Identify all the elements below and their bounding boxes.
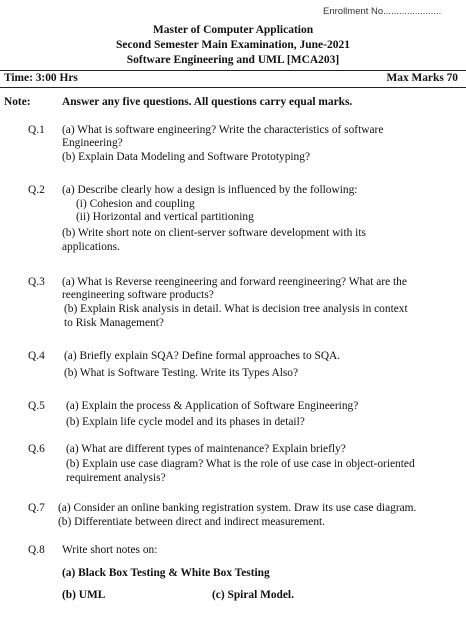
question-line: (a) What is software engineering? Write the characteristics of software xyxy=(62,124,384,136)
course-title: Software Engineering and UML [MCA203] xyxy=(126,54,340,66)
question-line: (b) Explain life cycle model and its phases in detail? xyxy=(66,416,305,428)
question-line: (b) Explain Data Modeling and Software Prototyping? xyxy=(62,151,311,163)
enrollment-number-field: Enrollment No...................... xyxy=(323,6,442,17)
note-label: Note: xyxy=(4,96,31,108)
exam-title: Second Semester Main Examination, June-2021 xyxy=(116,39,350,51)
question-number: Q.2 xyxy=(28,184,45,196)
question-line: Engineering? xyxy=(62,137,123,149)
question-line: (b) Differentiate between direct and indirect measurement. xyxy=(58,516,326,528)
note-text: Answer any five questions. All questions carry equal marks. xyxy=(62,96,353,108)
question-line: requirement analysis? xyxy=(66,472,166,484)
question-number: Q.4 xyxy=(28,350,45,362)
time-allowed: Time: 3:00 Hrs xyxy=(4,72,78,84)
question-number: Q.8 xyxy=(28,544,45,556)
short-note-item: (b) UML xyxy=(62,589,106,601)
question-line: (i) Cohesion and coupling xyxy=(76,198,195,210)
question-number: Q.6 xyxy=(28,443,45,455)
question-number: Q.7 xyxy=(28,502,45,514)
question-line: (b) Explain Risk analysis in detail. What is decision tree analysis in context xyxy=(64,303,408,315)
question-line: (a) What are different types of maintenance? Explain briefly? xyxy=(66,443,346,455)
question-line: (ii) Horizontal and vertical partitioning xyxy=(76,211,254,223)
question-line: (b) Explain use case diagram? What is the role of use case in object-oriented xyxy=(66,458,415,470)
question-line: (a) Describe clearly how a design is influenced by the following: xyxy=(62,184,358,196)
question-line: Write short notes on: xyxy=(62,544,158,556)
question-number: Q.1 xyxy=(28,124,45,136)
question-line: to Risk Management? xyxy=(64,317,164,329)
question-line: (a) Explain the process & Application of Software Engineering? xyxy=(66,400,359,412)
program-title: Master of Computer Application xyxy=(152,24,314,36)
question-line: applications. xyxy=(62,241,120,253)
question-line: (a) Briefly explain SQA? Define formal approaches to SQA. xyxy=(64,350,341,362)
short-note-item: (c) Spiral Model. xyxy=(212,589,294,601)
question-line: reengineering software products? xyxy=(62,289,214,301)
question-line: (b) Write short note on client-server software development with its xyxy=(62,227,366,239)
bottom-divider xyxy=(0,87,466,88)
question-line: (a) What is Reverse reengineering and forward reengineering? What are the xyxy=(62,276,407,288)
question-number: Q.3 xyxy=(28,276,45,288)
question-line: (b) What is Software Testing. Write its Types Also? xyxy=(64,367,299,379)
question-number: Q.5 xyxy=(28,400,45,412)
question-line: (a) Consider an online banking registration system. Draw its use case diagram. xyxy=(58,502,417,514)
top-divider xyxy=(0,70,466,71)
short-note-item: (a) Black Box Testing & White Box Testing xyxy=(62,567,270,579)
max-marks: Max Marks 70 xyxy=(386,72,458,84)
